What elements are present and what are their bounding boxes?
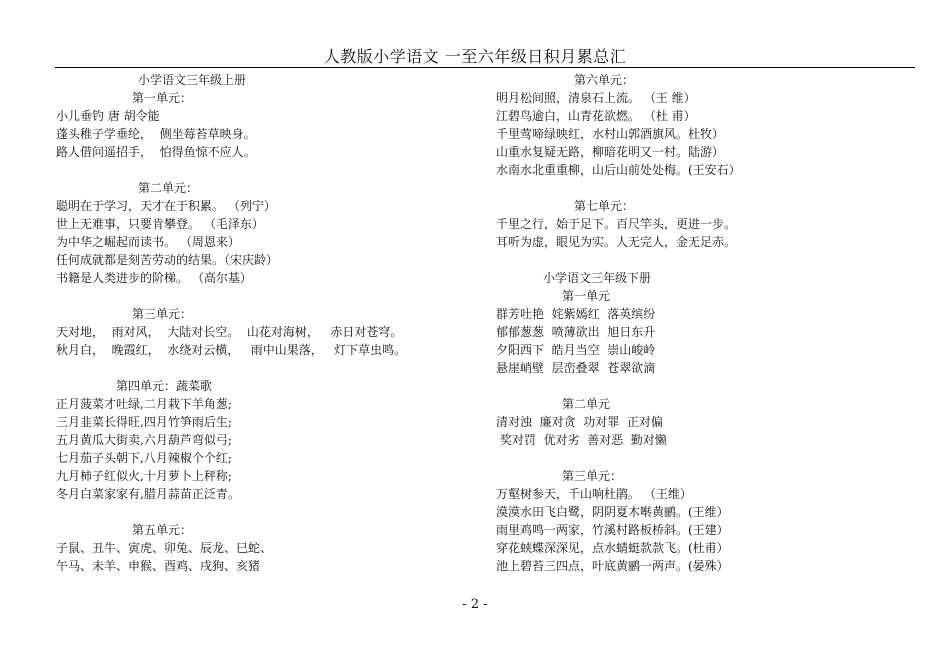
unit-title: 第二单元: [562, 397, 611, 411]
text-line: 万壑树参天，千山响杜鹃。 （王维）: [496, 487, 692, 501]
text-line: 世上无难事，只要肯攀登。 （毛泽东）: [56, 217, 264, 231]
unit-title: 第三单元：: [562, 469, 623, 483]
text-line: 九月柿子红似火,十月萝卜上秤称;: [56, 469, 232, 483]
text-line: 雨里鸡鸣一两家，竹溪村路板桥斜。(王建）: [496, 523, 729, 537]
text-line: 悬崖峭壁 层峦叠翠 苍翠欲滴: [496, 361, 656, 375]
unit-title: 第四单元：蔬菜歌: [116, 379, 213, 393]
text-line: 耳听为虚，眼见为实。人无完人，金无足赤。: [496, 235, 737, 249]
text-line: 池上碧苔三四点，叶底黄鹂一两声。(晏殊）: [496, 559, 729, 573]
page-header-title: 人教版小学语文 一至六年级日积月累总汇: [323, 47, 627, 66]
text-line: 书籍是人类进步的阶梯。 （高尔基）: [56, 271, 252, 285]
text-line: 奖对罚 优对劣 善对恶 勤对懒: [496, 433, 667, 447]
left-column: [56, 71, 466, 575]
text-line: 七月茄子头朝下,八月辣椒个个红;: [56, 451, 232, 465]
text-line: 正月菠菜才吐绿,二月栽下羊角葱;: [56, 397, 232, 411]
text-line: 群芳吐艳 姹紫嫣红 落英缤纷: [496, 307, 656, 321]
text-line: 小儿垂钓 唐 胡令能: [56, 109, 160, 123]
text-line: 路人借问遥招手， 怕得鱼惊不应人。: [56, 145, 256, 159]
unit-title: 第一单元: [562, 289, 611, 303]
unit-title: 第七单元：: [574, 199, 635, 213]
unit-title: 第二单元：: [138, 181, 199, 195]
text-line: 为中华之崛起而读书。 （周恩来）: [56, 235, 240, 249]
text-line: 冬月白菜家家有,腊月蒜苗正泛青。: [56, 487, 240, 501]
right-column: [496, 71, 916, 575]
text-line: 明月松间照，清泉石上流。 （王 维）: [496, 91, 696, 105]
unit-title: 第六单元：: [574, 73, 635, 87]
text-line: 三月韭菜长得旺,四月竹笋雨后生;: [56, 415, 232, 429]
text-line: 天对地， 雨对风， 大陆对长空。 山花对海树， 赤日对苍穹。: [56, 325, 403, 339]
text-line: 清对浊 廉对贪 功对罪 正对偏: [496, 415, 663, 429]
text-line: 午马、未羊、申猴、酉鸡、戌狗、亥猪: [56, 559, 261, 573]
text-line: 穿花蛱蝶深深见，点水蜻蜓款款飞。(杜甫）: [496, 541, 729, 555]
text-line: 郁郁葱葱 喷薄欲出 旭日东升: [496, 325, 656, 339]
unit-title: 第五单元：: [132, 523, 193, 537]
text-line: 任何成就都是刻苦劳动的结果。（宋庆龄）: [56, 253, 279, 267]
text-line: 千里莺啼绿映红，水村山郭酒旗风。杜牧）: [496, 127, 725, 141]
text-line: 水南水北重重柳，山后山前处处梅。(王安石）: [496, 163, 741, 177]
page-number: - 2 -: [462, 597, 488, 612]
text-line: 江碧鸟逾白，山青花欲燃。 （杜 甫）: [496, 109, 696, 123]
text-line: 聪明在于学习，天才在于积累。 （列宁）: [56, 199, 276, 213]
text-line: 漠漠水田飞白鹭，阴阴夏木啭黄鹂。(王维）: [496, 505, 729, 519]
text-line: 蓬头稚子学垂纶， 侧坐莓苔草映身。: [56, 127, 256, 141]
text-line: 夕阳西下 皓月当空 崇山峻岭: [496, 343, 656, 357]
text-line: 山重水复疑无路，柳暗花明又一村。陆游）: [496, 145, 725, 159]
grade-heading: 小学语文三年级下册: [543, 271, 652, 285]
text-line: 秋月白， 晚霞红， 水绕对云横， 雨中山果落， 灯下草虫鸣。: [56, 343, 407, 357]
header-rule: [55, 67, 915, 68]
grade-heading: 小学语文三年级上册: [138, 73, 247, 87]
unit-title: 第三单元：: [132, 307, 193, 321]
unit-title: 第一单元：: [132, 91, 193, 105]
text-line: 子鼠、丑牛、寅虎、卯兔、辰龙、巳蛇、: [56, 541, 273, 555]
text-line: 千里之行，始于足下。百尺竿头，更进一步。: [496, 217, 737, 231]
text-line: 五月黄瓜大街卖,六月葫芦弯似弓;: [56, 433, 232, 447]
